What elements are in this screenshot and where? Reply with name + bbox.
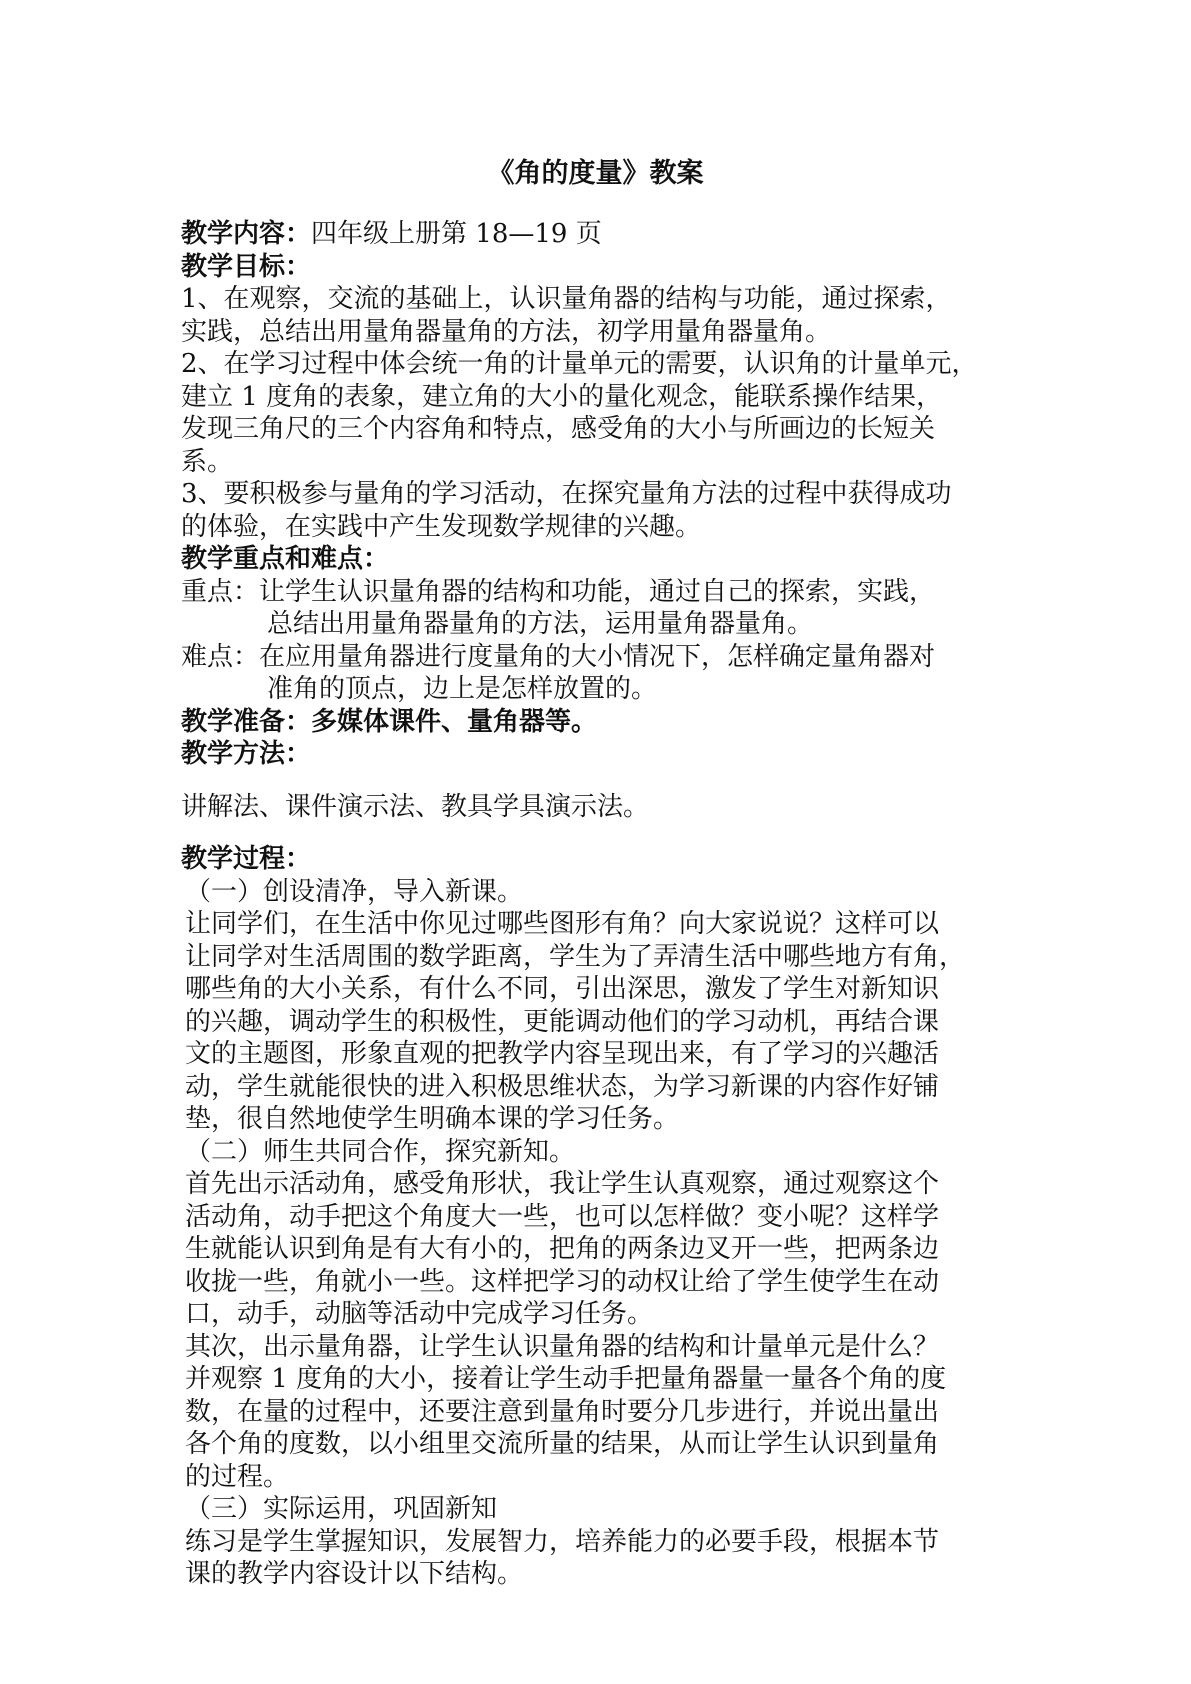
- goal-line: 3、要积极参与量角的学习活动，在探究量角方法的过程中获得成功: [181, 479, 952, 509]
- teaching-content-line: [181, 218, 1061, 251]
- process-line: 口，动手，动脑等活动中完成学习任务。: [185, 1299, 654, 1329]
- process-line: 文的主题图，形象直观的把教学内容呈现出来，有了学习的兴趣活: [185, 1039, 940, 1069]
- process-line: （二）师生共同合作，探究新知。: [185, 1136, 576, 1167]
- teaching-goals-heading: 教学目标：: [181, 251, 312, 282]
- process-line: 练习是学生掌握知识，发展智力，培养能力的必要手段，根据本节: [185, 1526, 940, 1557]
- goal-line: 实践，总结出用量角器量角的方法，初学用量角器量角。: [181, 316, 832, 347]
- document-body: [181, 218, 1061, 1591]
- process-heading: 教学过程：: [181, 844, 312, 874]
- process-line: （三）实际运用，巩固新知: [185, 1494, 498, 1524]
- process-line: 哪些角的大小关系，有什么不同，引出深思，激发了学生对新知识: [185, 974, 940, 1004]
- process-line: 数，在量的过程中，还要注意到量角时要分几步进行，并说出量出: [185, 1396, 940, 1427]
- process-line: 课的教学内容设计以下结构。: [185, 1559, 524, 1589]
- goal-line: 建立 1 度角的表象，建立角的大小的量化观念，能联系操作结果，: [181, 381, 943, 412]
- process-line: （一）创设清净，导入新课。: [185, 876, 524, 907]
- teaching-content-label: 教学内容：: [181, 219, 312, 249]
- key-point-line: 总结出用量角器量角的方法，运用量角器量角。: [267, 609, 814, 639]
- process-line: 的过程。: [185, 1461, 290, 1492]
- preparation-line: 教学准备：多媒体课件、量角器等。: [181, 706, 598, 737]
- goal-line: 的体验，在实践中产生发现数学规律的兴趣。: [181, 511, 702, 542]
- teaching-content-text: 四年级上册第 18—19 页: [311, 219, 602, 249]
- process-line: 的兴趣，调动学生的积极性，更能调动他们的学习动机，再结合课: [185, 1006, 940, 1037]
- document-title: 《角的度量》教案: [487, 158, 704, 189]
- difficulty-line: 难点：在应用量角器进行度量角的大小情况下，怎样确定量角器对: [181, 641, 936, 672]
- process-line: 首先出示活动角，感受角形状，我让学生认真观察，通过观察这个: [185, 1169, 940, 1199]
- process-line: 垫，很自然地使学生明确本课的学习任务。: [185, 1104, 680, 1134]
- difficulty-line: 准角的顶点，边上是怎样放置的。: [267, 674, 658, 704]
- goal-line: 1、在观察，交流的基础上，认识量角器的结构与功能，通过探索，: [181, 284, 952, 314]
- goal-line: 系。: [181, 446, 234, 477]
- key-point-line: 重点：让学生认识量角器的结构和功能，通过自己的探索，实践，: [181, 576, 936, 607]
- process-line: 其次，出示量角器，让学生认识量角器的结构和计量单元是什么？: [185, 1331, 940, 1362]
- process-line: 生就能认识到角是有大有小的，把角的两条边叉开一些，把两条边: [185, 1234, 940, 1264]
- process-line: 让同学对生活周围的数学距离，学生为了弄清生活中哪些地方有角，: [185, 941, 966, 972]
- method-heading: 教学方法：: [181, 739, 312, 769]
- process-line: 并观察 1 度角的大小，接着让学生动手把量角器量一量各个角的度: [185, 1364, 947, 1394]
- process-line: 活动角，动手把这个角度大一些，也可以怎样做？变小呢？这样学: [185, 1201, 940, 1232]
- process-line: 收拢一些，角就小一些。这样把学习的动权让给了学生使学生在动: [185, 1266, 940, 1297]
- key-points-heading: 教学重点和难点：: [181, 544, 390, 574]
- process-line: 让同学们，在生活中你见过哪些图形有角？向大家说说？这样可以: [185, 909, 940, 939]
- method-text: 讲解法、课件演示法、教具学具演示法。: [181, 791, 650, 822]
- process-line: 各个角的度数，以小组里交流所量的结果，从而让学生认识到量角: [185, 1429, 940, 1459]
- process-line: 动，学生就能很快的进入积极思维状态，为学习新课的内容作好铺: [185, 1071, 940, 1102]
- goal-line: 发现三角尺的三个内容角和特点，感受角的大小与所画边的长短关: [181, 414, 936, 444]
- goal-line: 2、在学习过程中体会统一角的计量单元的需要，认识角的计量单元，: [181, 349, 978, 379]
